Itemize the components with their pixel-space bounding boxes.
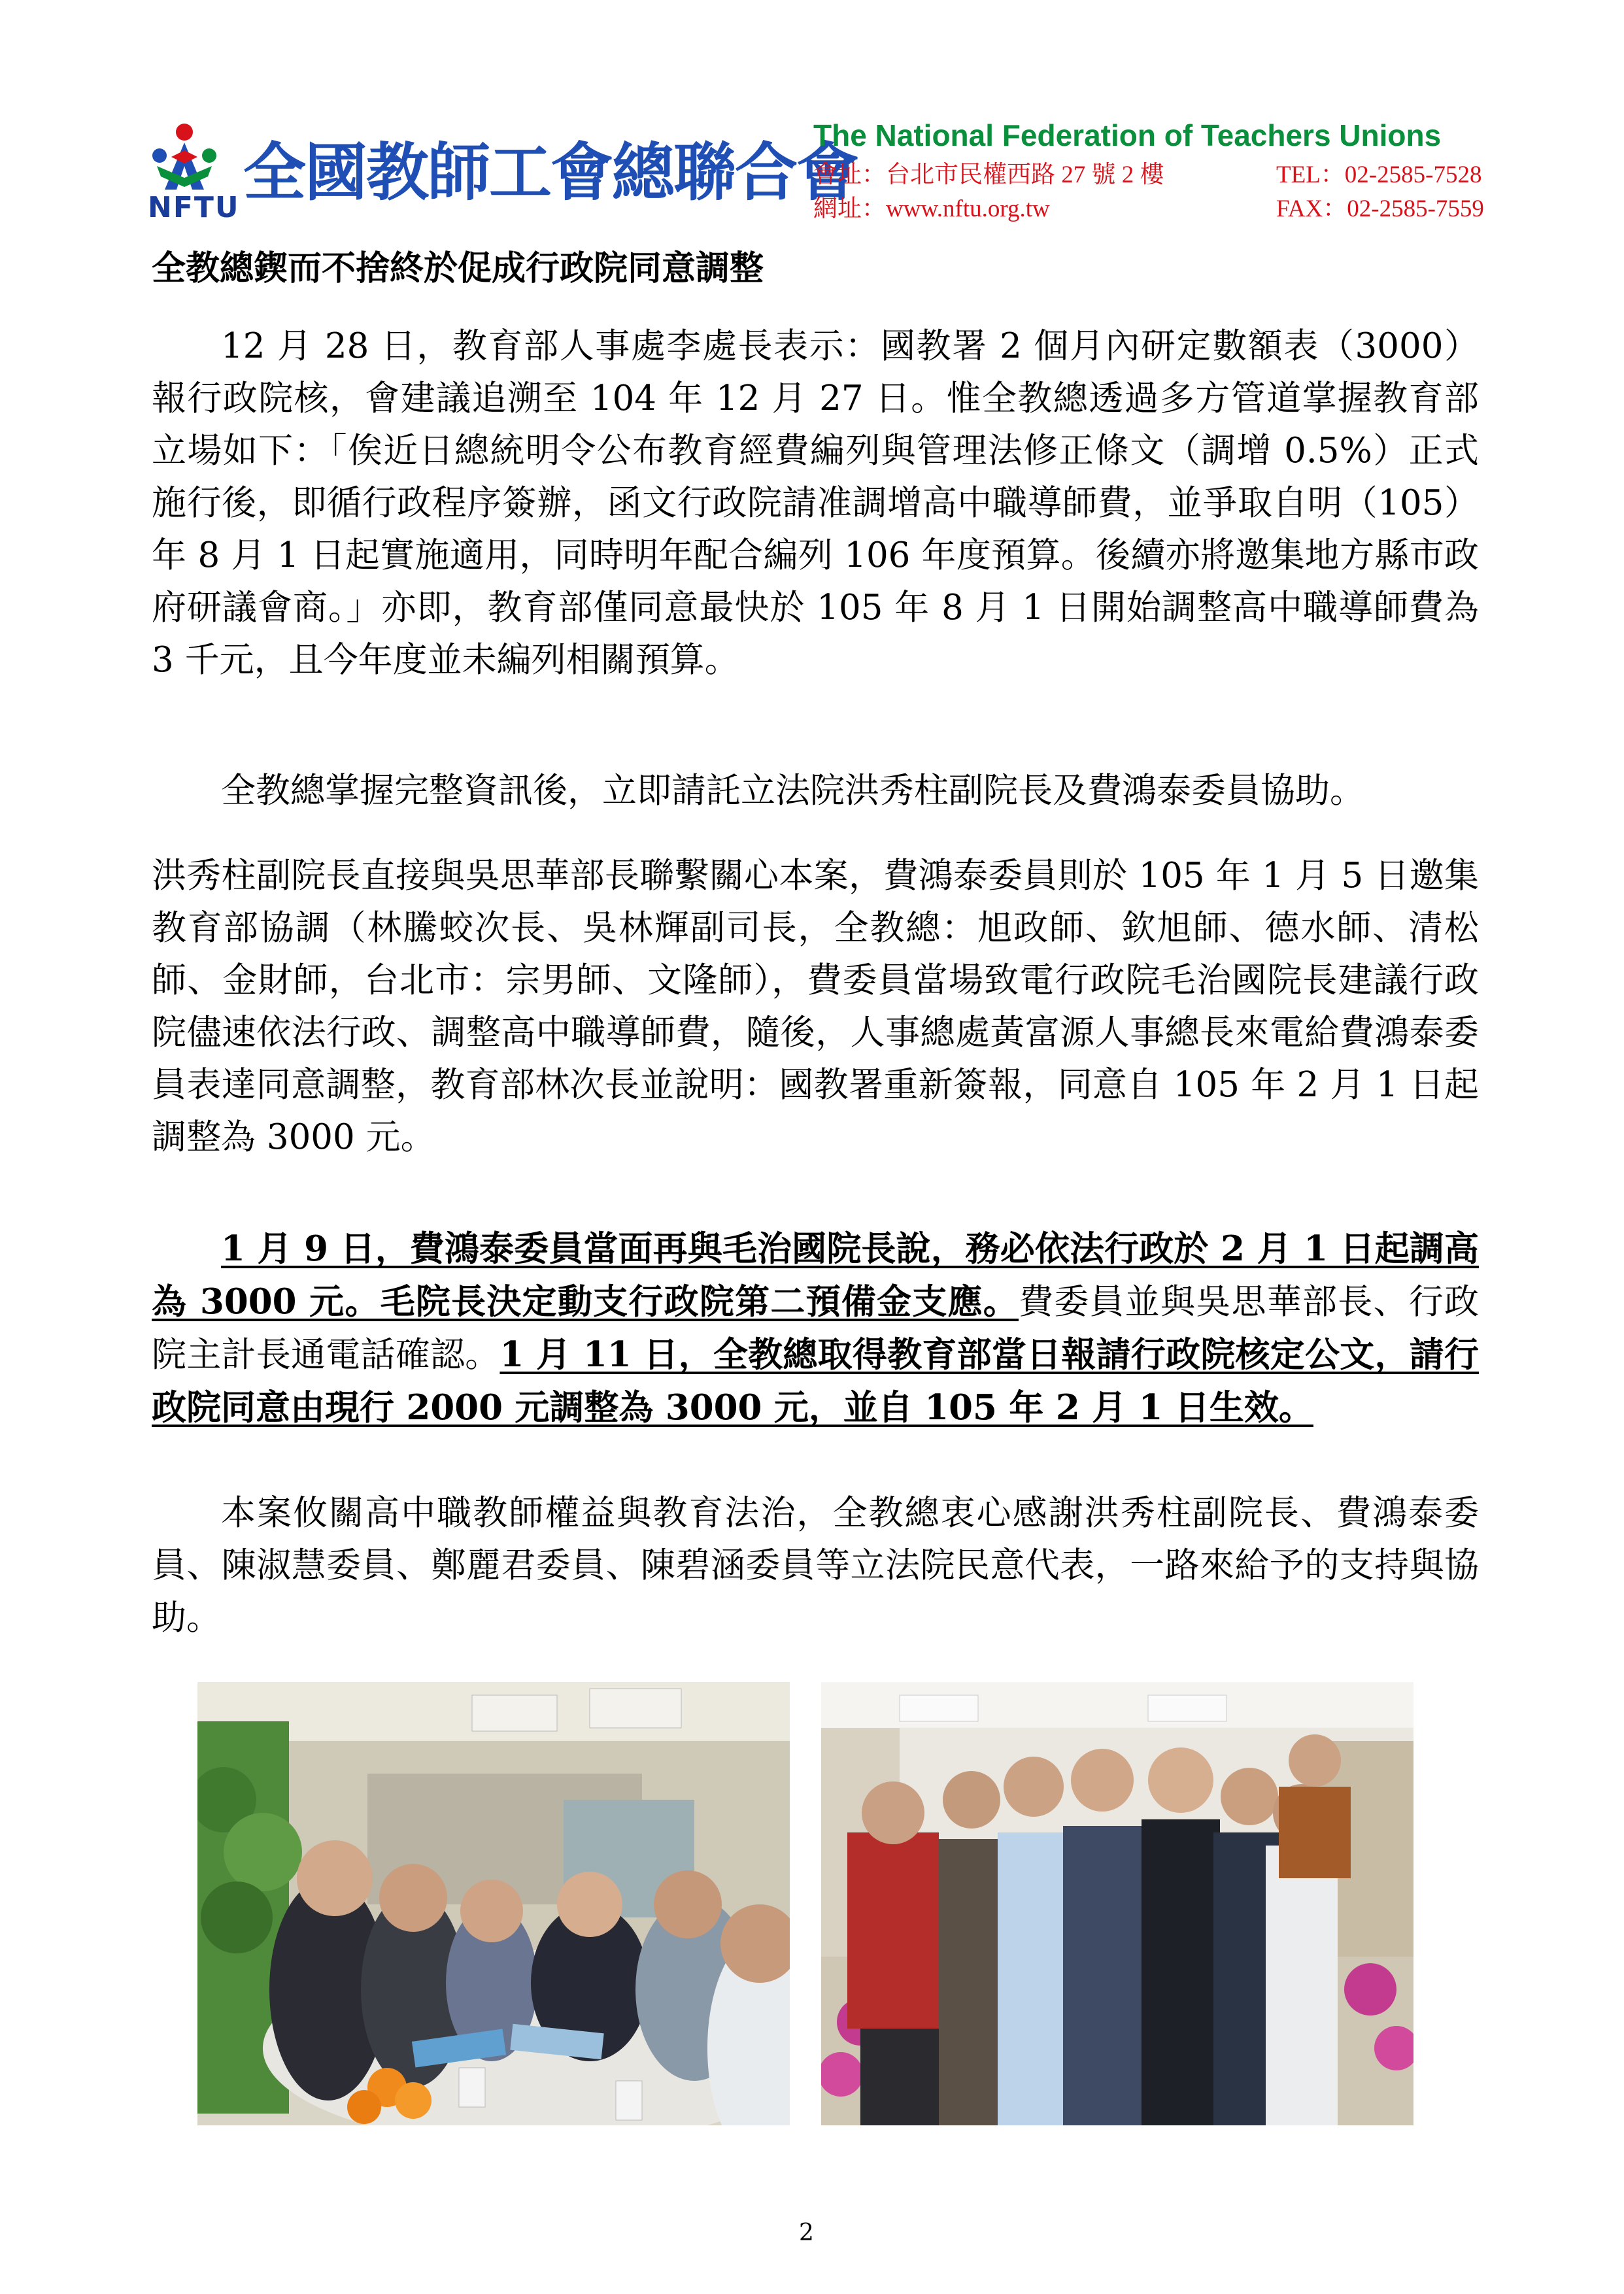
paragraph-4-highlight-2: 1 月 11 日，全教總取得教育部當日報請行政院核定公文，請行政院同意由現行 2000 元調整為 3000 元，並自 105 年 2 月 1 日生效。 <box>152 1334 1479 1428</box>
group-photo <box>821 1682 1413 2125</box>
nftu-logo-icon <box>145 118 224 203</box>
logo-abbreviation: NFTU <box>148 191 240 224</box>
group-photo-image <box>821 1682 1413 2125</box>
article-body-3 <box>152 850 1479 1164</box>
paragraph-5: 本案攸關高中職教師權益與教育法治，全教總衷心感謝洪秀柱副院長、費鴻泰委員、陳淑慧委員、鄭麗君委員、陳碧涵委員等立法院民意代表，一路來給予的支持與協助。 <box>152 1493 1479 1638</box>
page-number: 2 <box>799 2219 814 2246</box>
article-body-2 <box>152 765 1479 817</box>
article-body-4 <box>152 1223 1479 1434</box>
paragraph-1: 12 月 28 日，教育部人事處李處長表示：國教署 2 個月內研定數額表（3000）報行政院核，會建議追溯至 104 年 12 月 27 日。惟全教總透過多方管道掌握教育部立場如下：「俟近日總統明令公布教育經費編列與管理法修正條文（調增 0.5%）正式施行後，即循行政程序簽辦，函文行政院請准調增高中職導師費，並爭取自明（105）年 8 月 1 日起實施適用，同時明年配合編列 106 年度預算。後續亦將邀集地方縣市政府研議會商。」亦即，教育部僅同意最快於 105 年 8 月 1 日開始調整高中職導師費為 3 千元，且今年度並未編列相關預算。 <box>152 326 1479 680</box>
paragraph-3: 洪秀柱副院長直接與吳思華部長聯繫關心本案，費鴻泰委員則於 105 年 1 月 5 日邀集教育部協調（林騰蛟次長、吳林輝副司長，全教總：旭政師、欽旭師、德水師、清松師、金財師，台北市：宗男師、文隆師），費委員當場致電行政院毛治國院長建議行政院儘速依法行政、調整高中職導師費，隨後，人事總處黃富源人事總長來電給費鴻泰委員表達同意調整，教育部林次長並說明：國教署重新簽報，同意自 105 年 2 月 1 日起調整為 3000 元。 <box>152 856 1479 1157</box>
tel-text: TEL：02-2585-7528 <box>1276 161 1482 188</box>
article-body-5 <box>152 1487 1479 1644</box>
paragraph-4-normal: 費委員並與吳思華部長、行政院主計長通電話確認。 <box>152 1282 1480 1375</box>
website-link[interactable]: 網址：www.nftu.org.tw <box>813 195 1050 222</box>
article-body <box>152 320 1479 686</box>
organization-name-en: The National Federation of Teachers Unions <box>813 118 1442 152</box>
address-text: 會址：台北市民權西路 27 號 2 樓 <box>813 161 1164 188</box>
paragraph-4-highlight-1: 1 月 9 日，費鴻泰委員當面再與毛治國院長說，務必依法行政於 2 月 1 日起調高為 3000 元。毛院長決定動支行政院第二預備金支應。 <box>152 1228 1479 1322</box>
fax-text: FAX：02-2585-7559 <box>1276 195 1484 222</box>
organization-name-zh: 全國教師工會總聯合會 <box>243 136 858 209</box>
meeting-photo-image <box>197 1682 790 2125</box>
article-title: 全教總鍥而不捨終於促成行政院同意調整 <box>152 248 764 288</box>
letterhead <box>145 111 1484 229</box>
paragraph-2: 全教總掌握完整資訊後，立即請託立法院洪秀柱副院長及費鴻泰委員協助。 <box>221 771 1364 811</box>
meeting-photo <box>197 1682 790 2125</box>
paragraph-4 <box>152 1223 1479 1434</box>
